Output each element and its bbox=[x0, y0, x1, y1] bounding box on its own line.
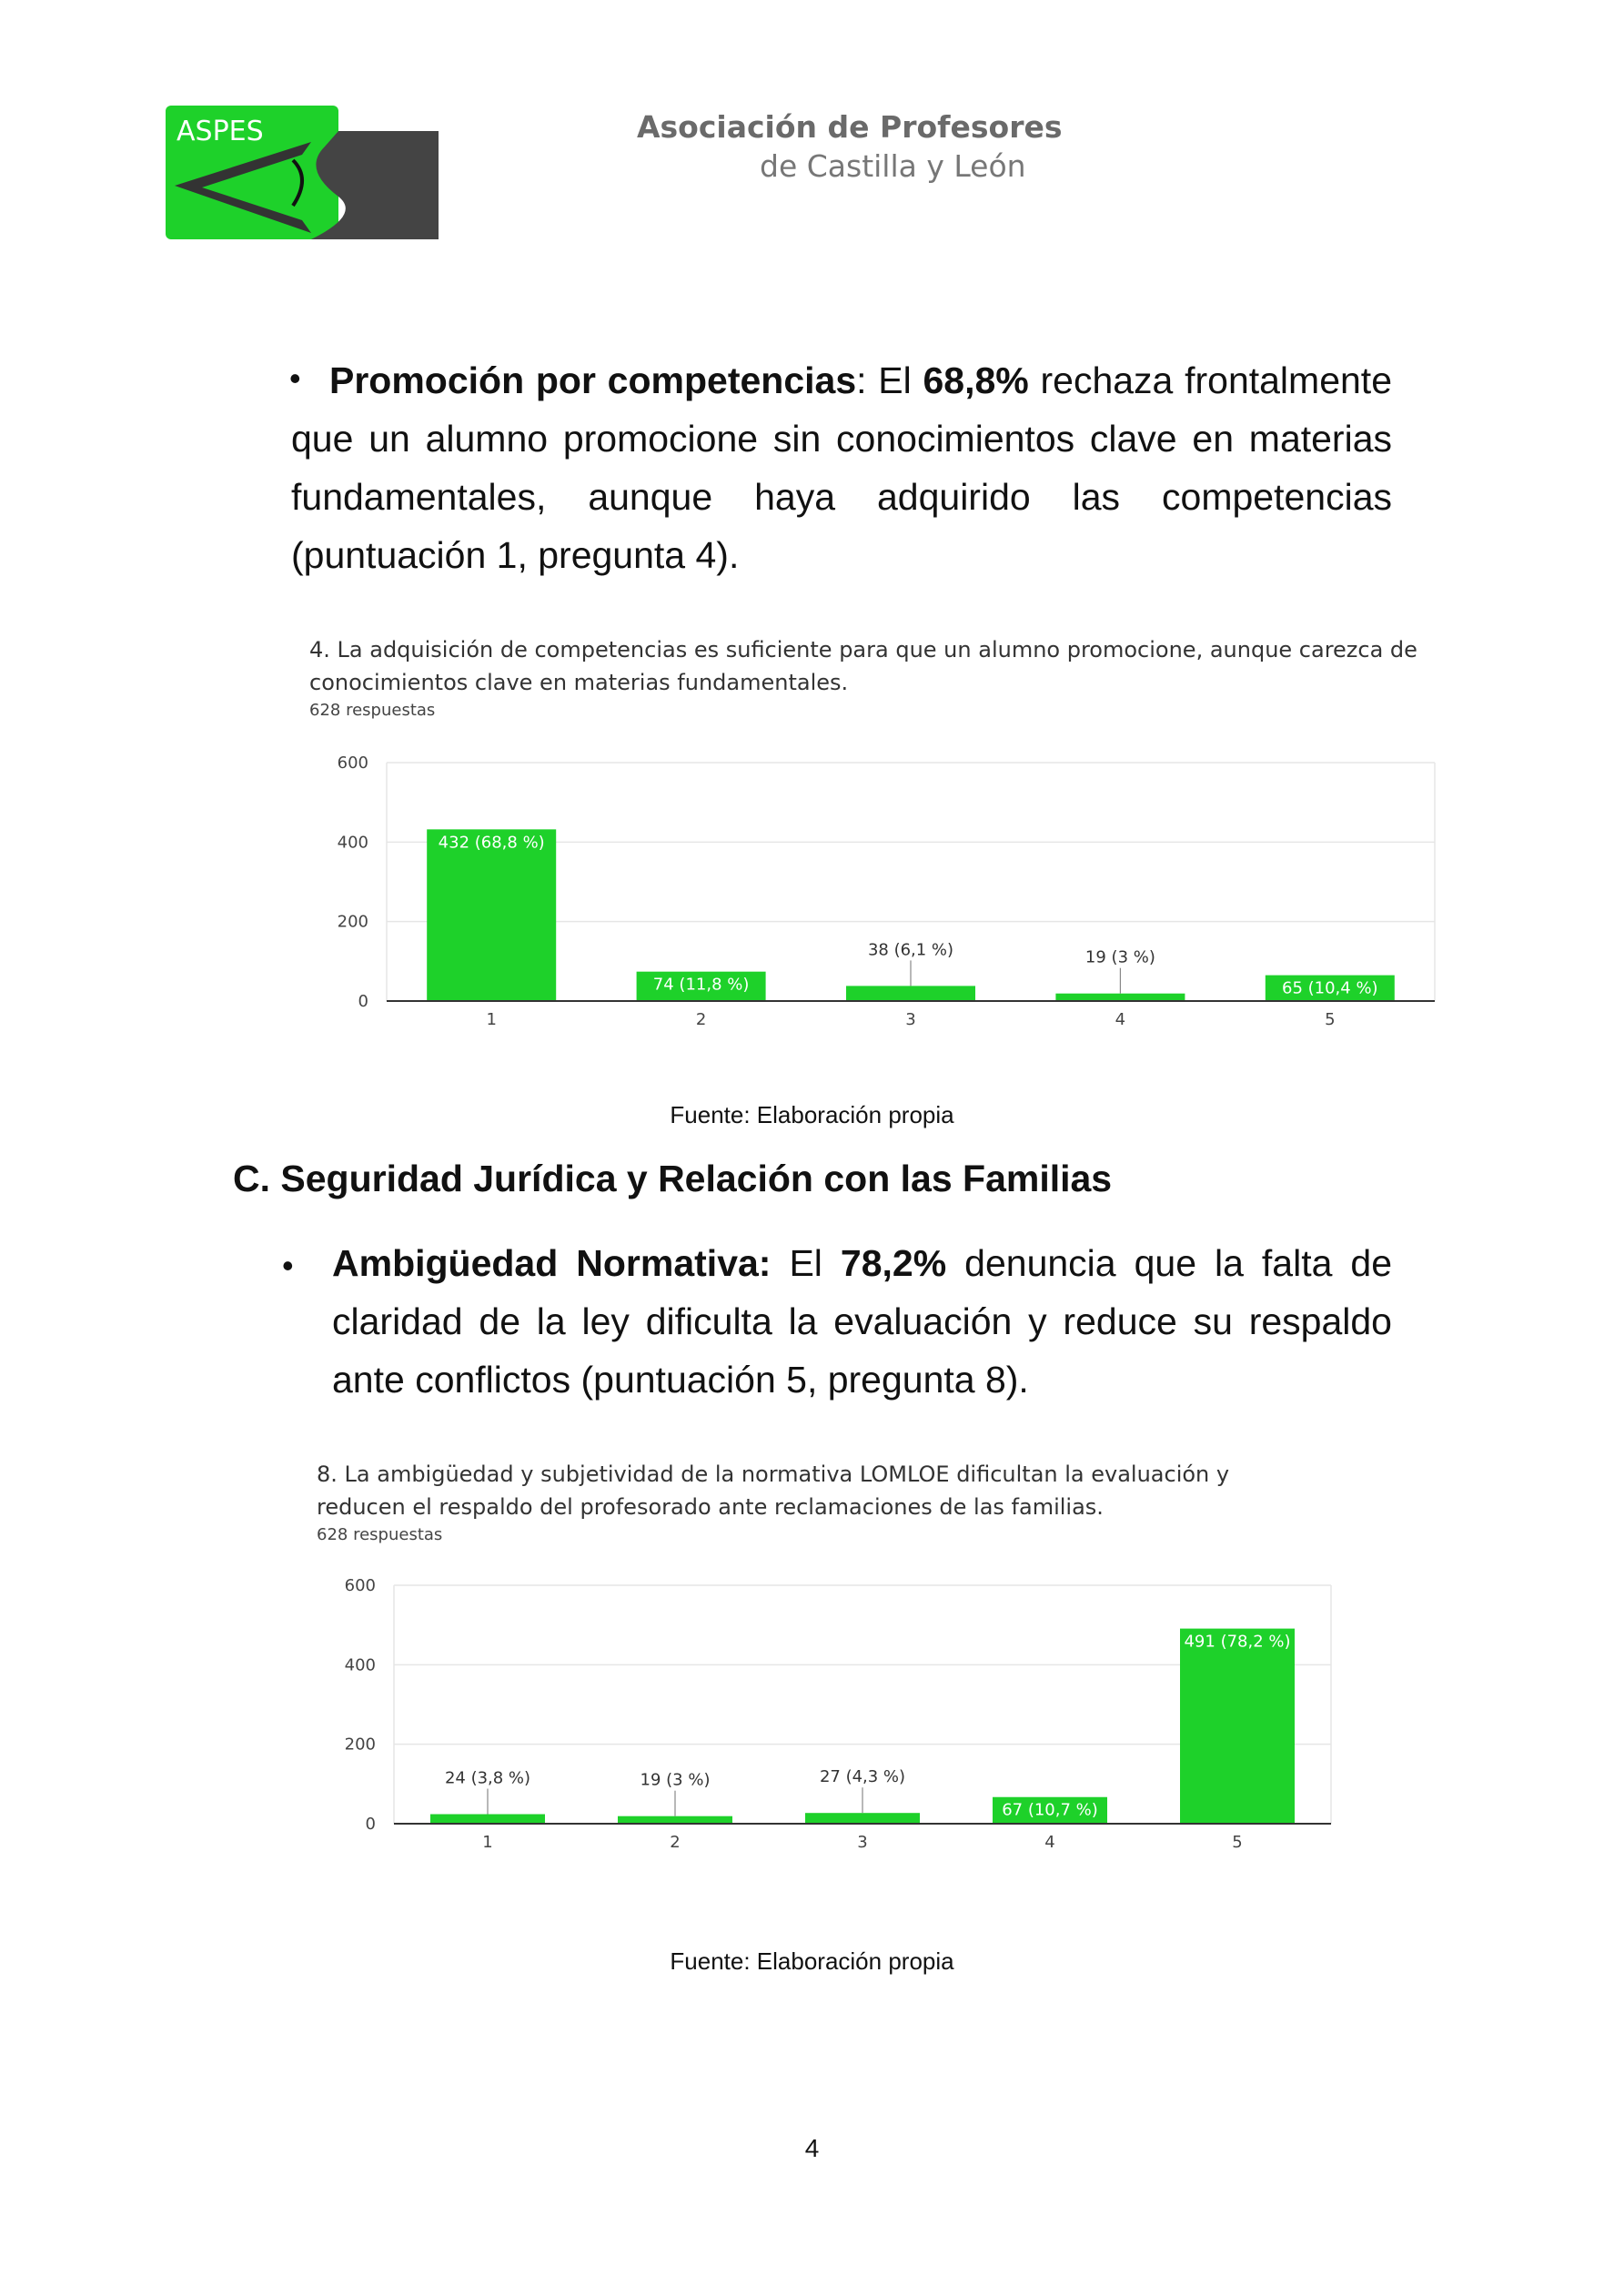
bar-5 bbox=[1180, 1629, 1295, 1824]
data-label-2: 74 (11,8 %) bbox=[652, 975, 750, 995]
bullet1-text: rechaza frontalmente que un alumno promocione sin conocimientos clave en materias fundamentales, aunque haya adquirido las competencias (puntuación 1, pregunta 4). bbox=[291, 359, 1392, 576]
bar-4 bbox=[1055, 994, 1185, 1001]
data-label-4: 67 (10,7 %) bbox=[1002, 1800, 1098, 1820]
paragraph-promocion bbox=[291, 351, 1392, 584]
x-tick-label: 2 bbox=[670, 1833, 681, 1852]
chart2-responses: 628 respuestas bbox=[317, 1525, 443, 1544]
data-label-1: 24 (3,8 %) bbox=[444, 1768, 531, 1788]
data-label-3: 27 (4,3 %) bbox=[819, 1767, 906, 1787]
x-tick-label: 2 bbox=[695, 1010, 707, 1029]
bullet1-label: Promoción por competencias bbox=[329, 359, 857, 401]
aspes-logo bbox=[166, 106, 439, 239]
logo-text: ASPES bbox=[177, 116, 264, 147]
data-label-1: 432 (68,8 %) bbox=[438, 833, 545, 853]
bar-1 bbox=[430, 1815, 545, 1824]
source-caption-2: Fuente: Elaboración propia bbox=[670, 1947, 954, 1975]
bullet2-text: denuncia que la falta de claridad de la ley dificulta la evaluación y reduce su respaldo ante conflictos (puntuación 5, pregunta 8). bbox=[332, 1242, 1392, 1401]
bullet2-pre: El bbox=[771, 1242, 841, 1284]
organization-name bbox=[637, 109, 1063, 184]
data-label-2: 19 (3 %) bbox=[640, 1770, 711, 1790]
org-line-2: de Castilla y León bbox=[760, 148, 1026, 184]
y-tick-label: 0 bbox=[358, 992, 368, 1011]
bar-1 bbox=[427, 829, 556, 1001]
x-tick-label: 3 bbox=[857, 1833, 868, 1852]
bar-3 bbox=[846, 986, 975, 1001]
chart1-responses: 628 respuestas bbox=[309, 701, 436, 720]
source-caption-1: Fuente: Elaboración propia bbox=[670, 1101, 954, 1128]
chart1-title: 4. La adquisición de competencias es suficiente para que un alumno promocione, aunque carezca de conocimientos clave en materias fundamentales. bbox=[309, 637, 1417, 695]
bar-3 bbox=[805, 1813, 920, 1824]
y-tick-label: 400 bbox=[337, 833, 368, 853]
bullet1-pre: : El bbox=[856, 359, 923, 401]
bullet1-pct: 68,8% bbox=[923, 359, 1029, 401]
chart-1 bbox=[309, 746, 1456, 1037]
section-heading: C. Seguridad Jurídica y Relación con las Familias bbox=[233, 1158, 1113, 1199]
x-tick-label: 1 bbox=[486, 1010, 497, 1029]
y-tick-label: 200 bbox=[337, 912, 368, 932]
data-label-5: 491 (78,2 %) bbox=[1184, 1632, 1291, 1652]
page-number: 4 bbox=[804, 2134, 820, 2162]
paragraph-ambiguedad bbox=[332, 1234, 1392, 1409]
bullet2-label: Ambigüedad Normativa: bbox=[332, 1242, 772, 1284]
bullet-dot: • bbox=[289, 359, 301, 397]
data-label-4: 19 (3 %) bbox=[1084, 947, 1155, 967]
bullet2-pct: 78,2% bbox=[840, 1242, 947, 1284]
x-tick-label: 3 bbox=[905, 1010, 916, 1029]
y-tick-label: 200 bbox=[344, 1735, 376, 1755]
bullet-dot: • bbox=[282, 1247, 294, 1284]
y-tick-label: 0 bbox=[365, 1815, 376, 1834]
chart-2 bbox=[317, 1569, 1354, 1860]
org-line-1: Asociación de Profesores bbox=[637, 109, 1063, 145]
x-tick-label: 1 bbox=[482, 1833, 493, 1852]
data-label-5: 65 (10,4 %) bbox=[1282, 978, 1378, 998]
y-tick-label: 600 bbox=[344, 1576, 376, 1595]
x-tick-label: 4 bbox=[1044, 1833, 1055, 1852]
data-label-3: 38 (6,1 %) bbox=[867, 940, 954, 960]
chart2-title: 8. La ambigüedad y subjetividad de la normativa LOMLOE dificultan la evaluación y reducen el respaldo del profesorado ante reclamaciones de las familias. bbox=[317, 1462, 1230, 1520]
y-tick-label: 600 bbox=[337, 754, 368, 773]
bar-2 bbox=[618, 1816, 732, 1824]
x-tick-label: 5 bbox=[1232, 1833, 1243, 1852]
x-tick-label: 4 bbox=[1115, 1010, 1126, 1029]
y-tick-label: 400 bbox=[344, 1655, 376, 1675]
x-tick-label: 5 bbox=[1325, 1010, 1336, 1029]
